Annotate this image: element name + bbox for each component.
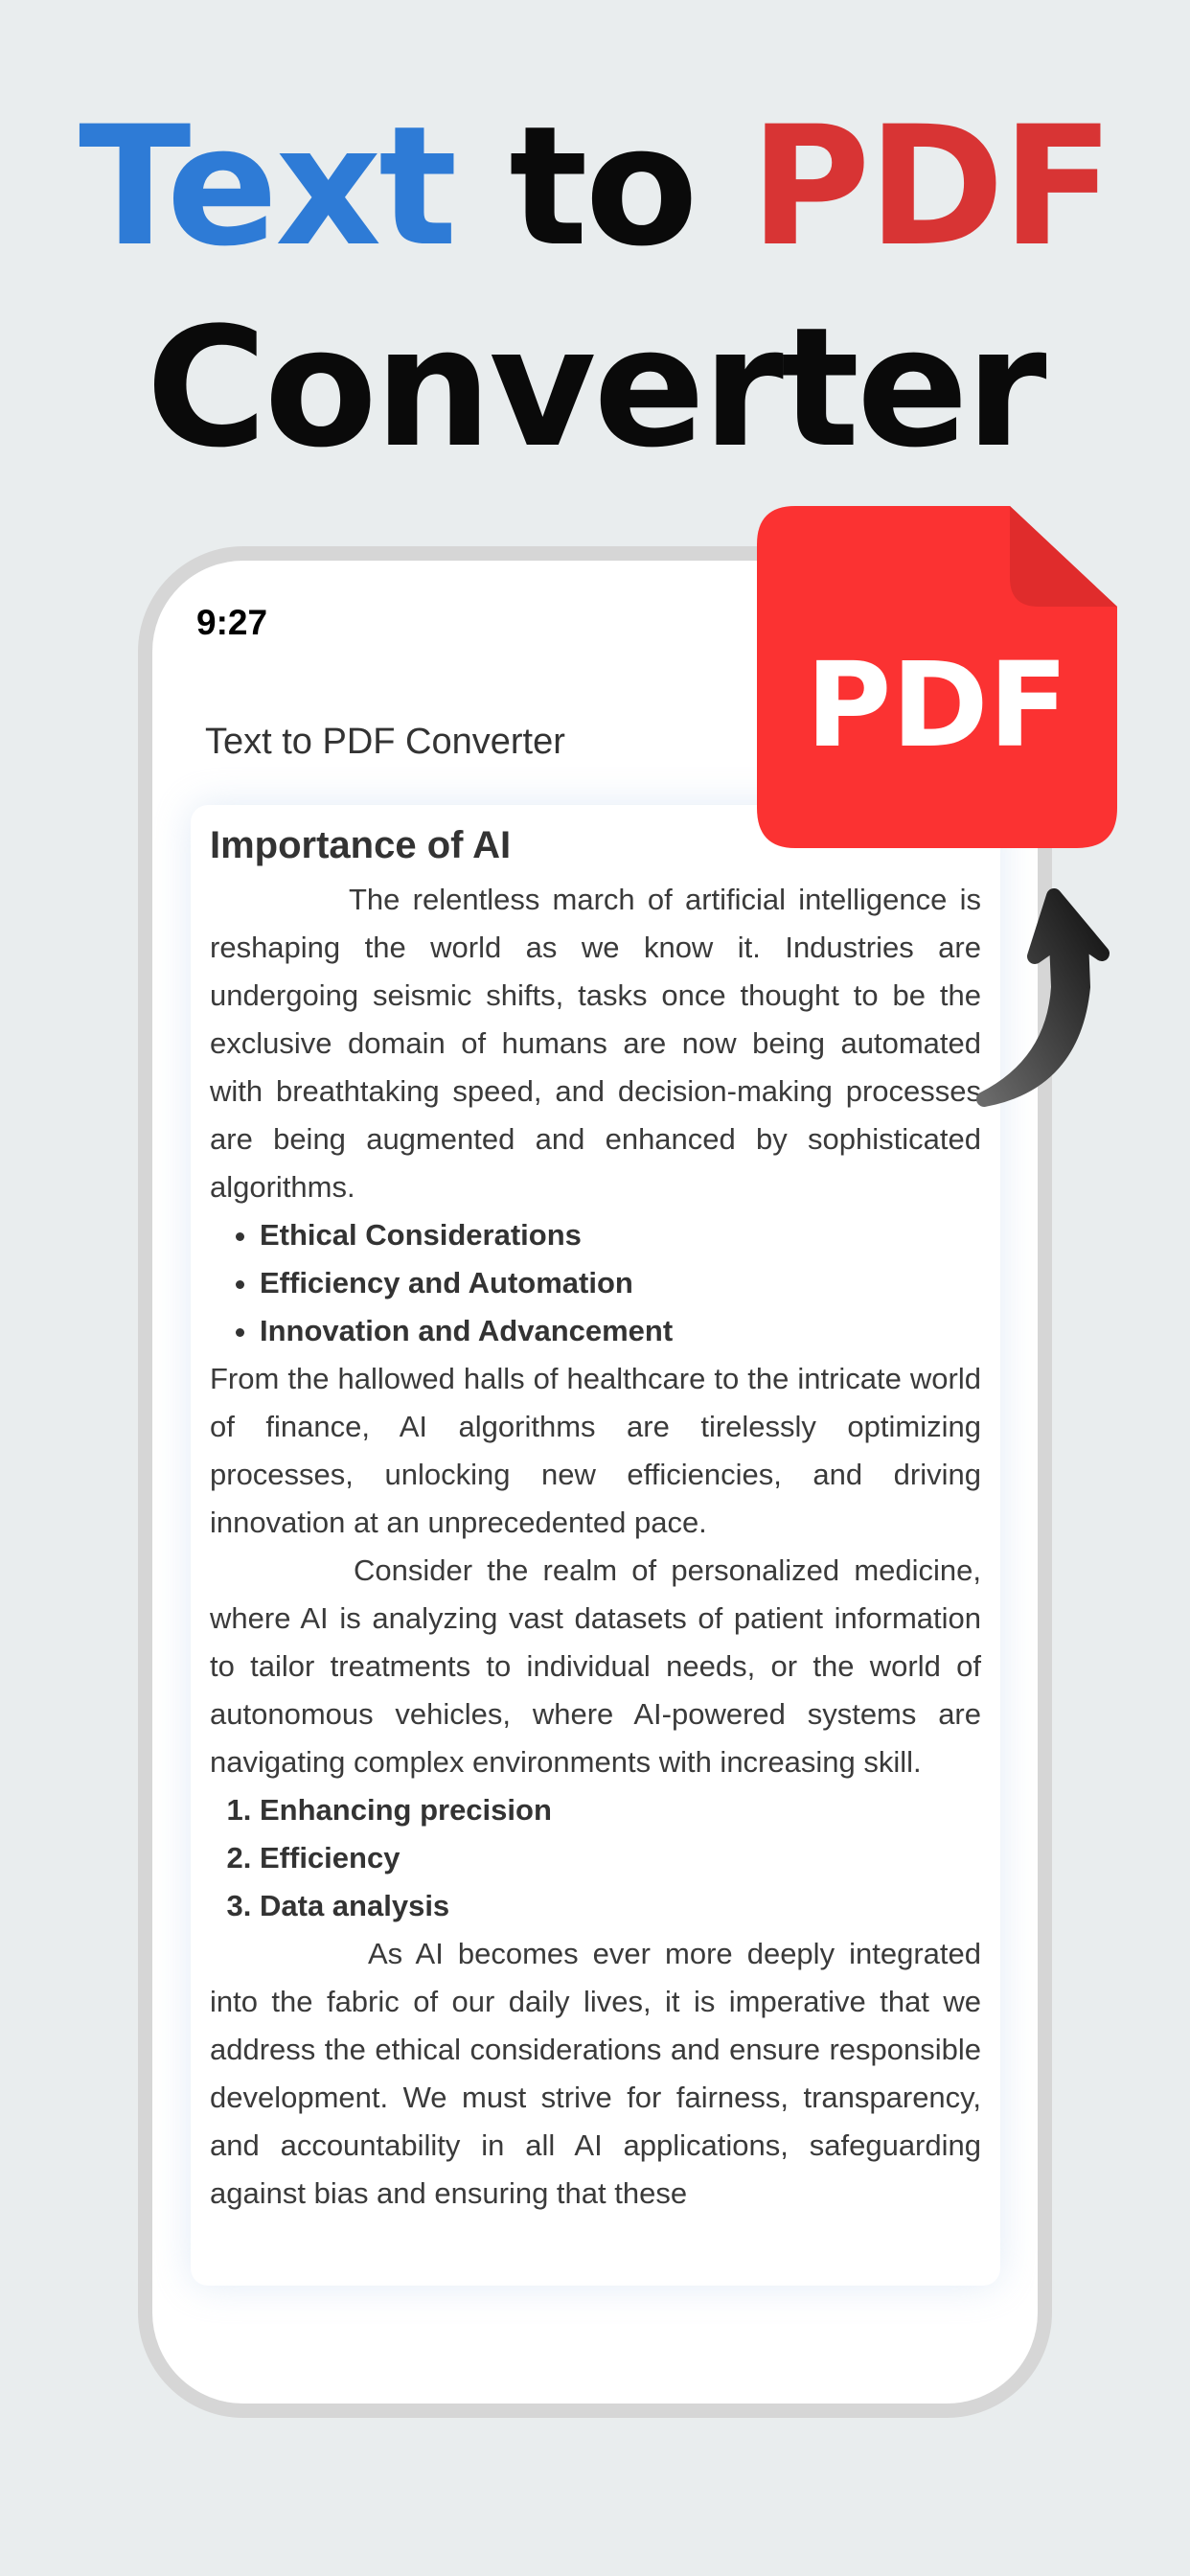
curved-arrow-icon bbox=[968, 872, 1140, 1121]
pdf-file-icon bbox=[757, 506, 1117, 848]
numbered-item: 1. Enhancing precision bbox=[260, 1786, 981, 1834]
numbered-item: 2. Efficiency bbox=[260, 1834, 981, 1882]
paragraph-2: From the hallowed halls of healthcare to the intricate world of finance, AI algorithms are tirelessly optimizing processes, unlocking new efficiencies, and driving innovation at an unprecedented pace. bbox=[210, 1362, 981, 1539]
paragraph-3: Consider the realm of personalized medicine, where AI is analyzing vast datasets of patient information to tailor treatments to individual needs, or the world of autonomous vehicles, where AI-powered systems are navigating complex environments with increasing skill. bbox=[210, 1553, 981, 1779]
pdf-icon-label: PDF bbox=[805, 637, 1069, 773]
headline-to: to bbox=[509, 90, 696, 283]
headline-line-2: Converter bbox=[146, 291, 1044, 484]
document-preview bbox=[191, 805, 1000, 2286]
headline-text: Text bbox=[79, 90, 455, 283]
app-title: Text to PDF Converter bbox=[205, 722, 565, 762]
numbered-list bbox=[210, 1786, 981, 1930]
status-time: 9:27 bbox=[196, 603, 268, 642]
numbered-item: 3. Data analysis bbox=[260, 1882, 981, 1930]
document-heading: Importance of AI bbox=[210, 824, 512, 866]
bullet-list bbox=[210, 1211, 981, 1355]
bullet-item: • Innovation and Advancement bbox=[260, 1307, 981, 1355]
headline-line-1 bbox=[0, 91, 1190, 283]
paragraph-4: As AI becomes ever more deeply integrated into the fabric of our daily lives, it is imperative that we address the ethical considerations and ensure responsible development. We must strive for fairness, transparency, and accountability in all AI applications, safeguarding against bias and ensuring that these bbox=[210, 1937, 981, 2210]
bullet-item: • Ethical Considerations bbox=[260, 1211, 981, 1259]
headline-pdf: PDF bbox=[749, 90, 1111, 283]
bullet-item: • Efficiency and Automation bbox=[260, 1259, 981, 1307]
paragraph-1: The relentless march of artificial intelligence is reshaping the world as we know it. Industries are undergoing seismic shifts, tasks once thought to be the exclusive domain of humans are now being automated with breathtaking speed, and decision-making processes are being augmented and enhanced by sophisticated algorithms. bbox=[210, 883, 981, 1204]
